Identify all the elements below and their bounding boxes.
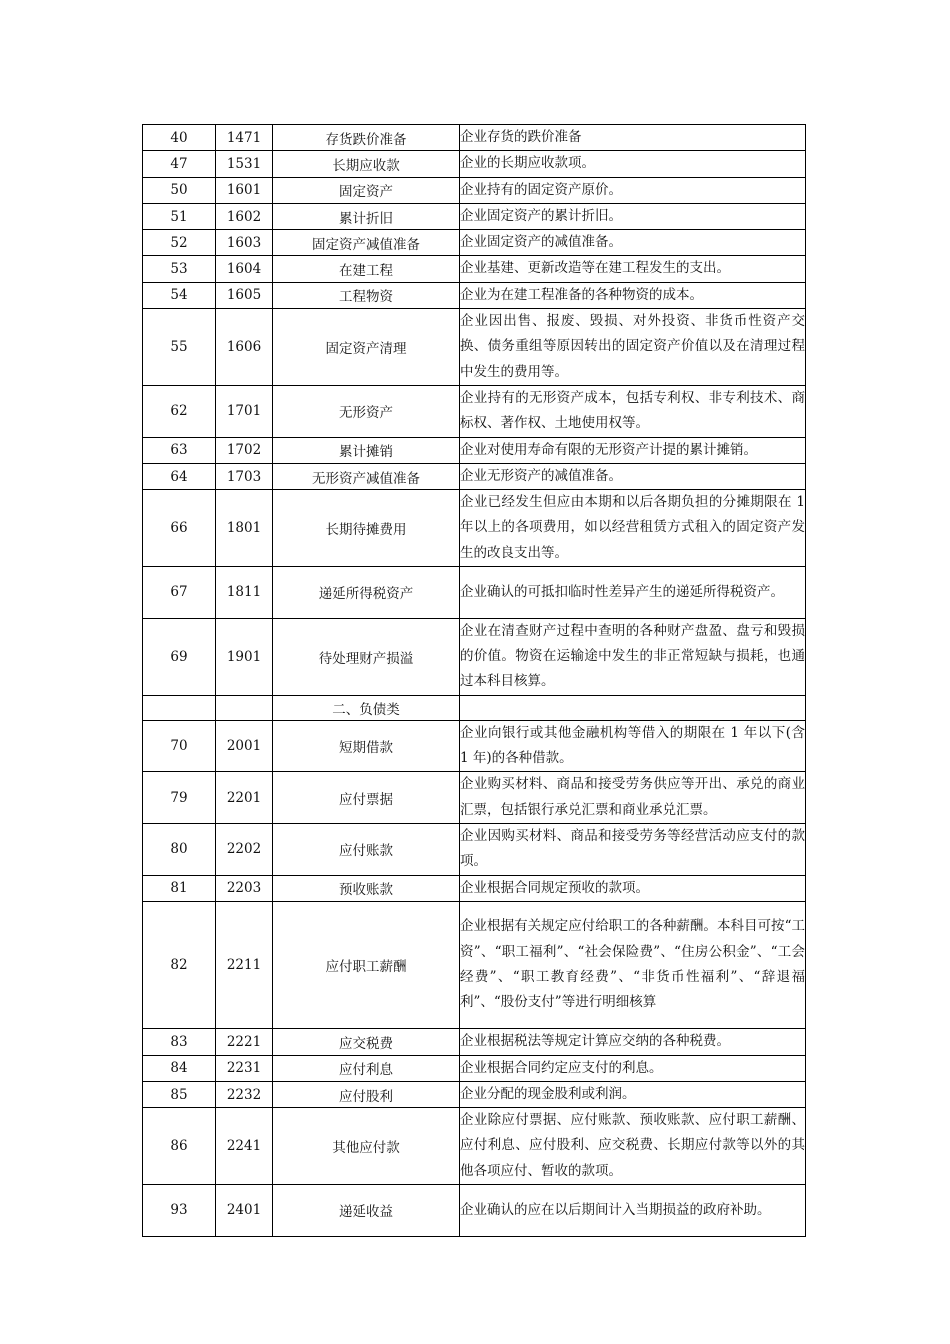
account-name-cell: 固定资产减值准备 <box>273 230 460 256</box>
account-name-cell: 应付利息 <box>273 1055 460 1081</box>
account-name-cell: 长期待摊费用 <box>273 490 460 567</box>
account-description-cell: 企业确认的应在以后期间计入当期损益的政府补助。 <box>460 1185 806 1237</box>
account-name-cell: 其他应付款 <box>273 1108 460 1185</box>
section-title: 二、负债类 <box>273 695 460 720</box>
table-row <box>143 772 806 824</box>
row-index-cell: 69 <box>143 618 216 695</box>
row-index-cell: 52 <box>143 230 216 256</box>
account-name-cell: 递延所得税资产 <box>273 567 460 619</box>
account-description-cell: 企业持有的固定资产原价。 <box>460 177 806 203</box>
table-row <box>143 151 806 177</box>
account-description-cell: 企业根据合同规定预收的款项。 <box>460 875 806 901</box>
account-code-cell: 2203 <box>216 875 273 901</box>
account-description-cell: 企业根据税法等规定计算应交纳的各种税费。 <box>460 1029 806 1055</box>
account-name-cell: 存货跌价准备 <box>273 125 460 151</box>
account-description-cell: 企业无形资产的减值准备。 <box>460 463 806 489</box>
account-name-cell: 待处理财产损溢 <box>273 618 460 695</box>
account-code-cell: 2202 <box>216 823 273 875</box>
account-code-cell: 2221 <box>216 1029 273 1055</box>
account-description-cell: 企业在清查财产过程中查明的各种财产盘盈、盘亏和毁损的价值。物资在运输途中发生的非正常短缺与损耗，也通过本科目核算。 <box>460 618 806 695</box>
account-description-cell: 企业存货的跌价准备 <box>460 125 806 151</box>
row-index-cell: 63 <box>143 437 216 463</box>
account-code-cell: 2201 <box>216 772 273 824</box>
account-description-cell: 企业确认的可抵扣临时性差异产生的递延所得税资产。 <box>460 567 806 619</box>
account-description-cell: 企业对使用寿命有限的无形资产计提的累计摊销。 <box>460 437 806 463</box>
row-index-cell: 85 <box>143 1081 216 1107</box>
table-row <box>143 490 806 567</box>
row-index-cell: 84 <box>143 1055 216 1081</box>
account-description-cell: 企业分配的现金股利或利润。 <box>460 1081 806 1107</box>
account-description-cell: 企业购买材料、商品和接受劳务供应等开出、承兑的商业汇票，包括银行承兑汇票和商业承兑汇票。 <box>460 772 806 824</box>
table-row <box>143 203 806 229</box>
account-description-cell: 企业持有的无形资产成本，包括专利权、非专利技术、商标权、著作权、土地使用权等。 <box>460 385 806 437</box>
account-code-cell: 1605 <box>216 282 273 308</box>
table-row <box>143 875 806 901</box>
row-index-cell: 93 <box>143 1185 216 1237</box>
account-name-cell: 在建工程 <box>273 256 460 282</box>
row-index-cell: 67 <box>143 567 216 619</box>
account-description-cell: 企业因出售、报废、毁损、对外投资、非货币性资产交换、债务重组等原因转出的固定资产价值以及在清理过程中发生的费用等。 <box>460 309 806 386</box>
table-row <box>143 720 806 772</box>
table-row <box>143 256 806 282</box>
account-description-cell: 企业的长期应收款项。 <box>460 151 806 177</box>
table-row <box>143 1055 806 1081</box>
account-description-cell: 企业除应付票据、应付账款、预收账款、应付职工薪酬、应付利息、应付股利、应交税费、长期应付款等以外的其他各项应付、暂收的款项。 <box>460 1108 806 1185</box>
account-code-cell <box>216 695 273 720</box>
account-name-cell: 应付职工薪酬 <box>273 901 460 1029</box>
account-code-cell: 1801 <box>216 490 273 567</box>
account-description-cell: 企业根据有关规定应付给职工的各种薪酬。本科目可按“工资”、“职工福利”、“社会保险费”、“住房公积金”、“工会经费”、“职工教育经费”、“非货币性福利”、“辞退福利”、“股份支付”等进行明细核算 <box>460 901 806 1029</box>
table-row <box>143 567 806 619</box>
account-name-cell: 应付账款 <box>273 823 460 875</box>
account-code-cell: 1606 <box>216 309 273 386</box>
account-description-cell: 企业为在建工程准备的各种物资的成本。 <box>460 282 806 308</box>
account-code-cell: 1703 <box>216 463 273 489</box>
account-code-cell: 2241 <box>216 1108 273 1185</box>
account-code-cell: 1604 <box>216 256 273 282</box>
account-code-cell: 1602 <box>216 203 273 229</box>
row-index-cell: 81 <box>143 875 216 901</box>
account-description-cell: 企业基建、更新改造等在建工程发生的支出。 <box>460 256 806 282</box>
account-code-cell: 1603 <box>216 230 273 256</box>
row-index-cell: 47 <box>143 151 216 177</box>
account-code-cell: 1601 <box>216 177 273 203</box>
account-code-cell: 1901 <box>216 618 273 695</box>
row-index-cell: 64 <box>143 463 216 489</box>
account-code-cell: 1811 <box>216 567 273 619</box>
table-row <box>143 1081 806 1107</box>
table-row <box>143 901 806 1029</box>
table-row <box>143 282 806 308</box>
row-index-cell: 79 <box>143 772 216 824</box>
account-description-cell: 企业已经发生但应由本期和以后各期负担的分摊期限在 1 年以上的各项费用，如以经营租赁方式租入的固定资产发生的改良支出等。 <box>460 490 806 567</box>
table-row <box>143 823 806 875</box>
account-description-cell: 企业向银行或其他金融机构等借入的期限在 1 年以下(含 1 年)的各种借款。 <box>460 720 806 772</box>
table-row <box>143 463 806 489</box>
document-page <box>142 124 805 1237</box>
account-name-cell: 递延收益 <box>273 1185 460 1237</box>
account-name-cell: 工程物资 <box>273 282 460 308</box>
account-name-cell: 累计折旧 <box>273 203 460 229</box>
account-name-cell: 应交税费 <box>273 1029 460 1055</box>
row-index-cell: 55 <box>143 309 216 386</box>
account-name-cell: 无形资产减值准备 <box>273 463 460 489</box>
account-name-cell: 固定资产清理 <box>273 309 460 386</box>
table-row <box>143 618 806 695</box>
row-index-cell: 53 <box>143 256 216 282</box>
account-name-cell: 长期应收款 <box>273 151 460 177</box>
table-row <box>143 309 806 386</box>
account-name-cell: 累计摊销 <box>273 437 460 463</box>
table-row <box>143 1185 806 1237</box>
row-index-cell: 82 <box>143 901 216 1029</box>
row-index-cell <box>143 695 216 720</box>
account-code-cell: 1531 <box>216 151 273 177</box>
table-row <box>143 437 806 463</box>
account-description-cell: 企业固定资产的减值准备。 <box>460 230 806 256</box>
row-index-cell: 54 <box>143 282 216 308</box>
accounts-table-body <box>143 125 806 1237</box>
row-index-cell: 86 <box>143 1108 216 1185</box>
row-index-cell: 62 <box>143 385 216 437</box>
accounts-table <box>142 124 806 1237</box>
account-description-cell: 企业固定资产的累计折旧。 <box>460 203 806 229</box>
account-code-cell: 2401 <box>216 1185 273 1237</box>
account-description-cell: 企业因购买材料、商品和接受劳务等经营活动应支付的款项。 <box>460 823 806 875</box>
account-code-cell: 2231 <box>216 1055 273 1081</box>
account-name-cell: 无形资产 <box>273 385 460 437</box>
table-row <box>143 125 806 151</box>
account-code-cell: 2001 <box>216 720 273 772</box>
row-index-cell: 83 <box>143 1029 216 1055</box>
account-code-cell: 2211 <box>216 901 273 1029</box>
section-header-row <box>143 695 806 720</box>
row-index-cell: 50 <box>143 177 216 203</box>
account-code-cell: 1702 <box>216 437 273 463</box>
table-row <box>143 177 806 203</box>
account-description-cell <box>460 695 806 720</box>
row-index-cell: 51 <box>143 203 216 229</box>
table-row <box>143 385 806 437</box>
account-name-cell: 应付股利 <box>273 1081 460 1107</box>
row-index-cell: 70 <box>143 720 216 772</box>
account-code-cell: 2232 <box>216 1081 273 1107</box>
account-name-cell: 预收账款 <box>273 875 460 901</box>
account-code-cell: 1471 <box>216 125 273 151</box>
account-code-cell: 1701 <box>216 385 273 437</box>
account-name-cell: 短期借款 <box>273 720 460 772</box>
table-row <box>143 1029 806 1055</box>
account-name-cell: 固定资产 <box>273 177 460 203</box>
table-row <box>143 230 806 256</box>
row-index-cell: 40 <box>143 125 216 151</box>
row-index-cell: 80 <box>143 823 216 875</box>
row-index-cell: 66 <box>143 490 216 567</box>
account-name-cell: 应付票据 <box>273 772 460 824</box>
account-description-cell: 企业根据合同约定应支付的利息。 <box>460 1055 806 1081</box>
table-row <box>143 1108 806 1185</box>
